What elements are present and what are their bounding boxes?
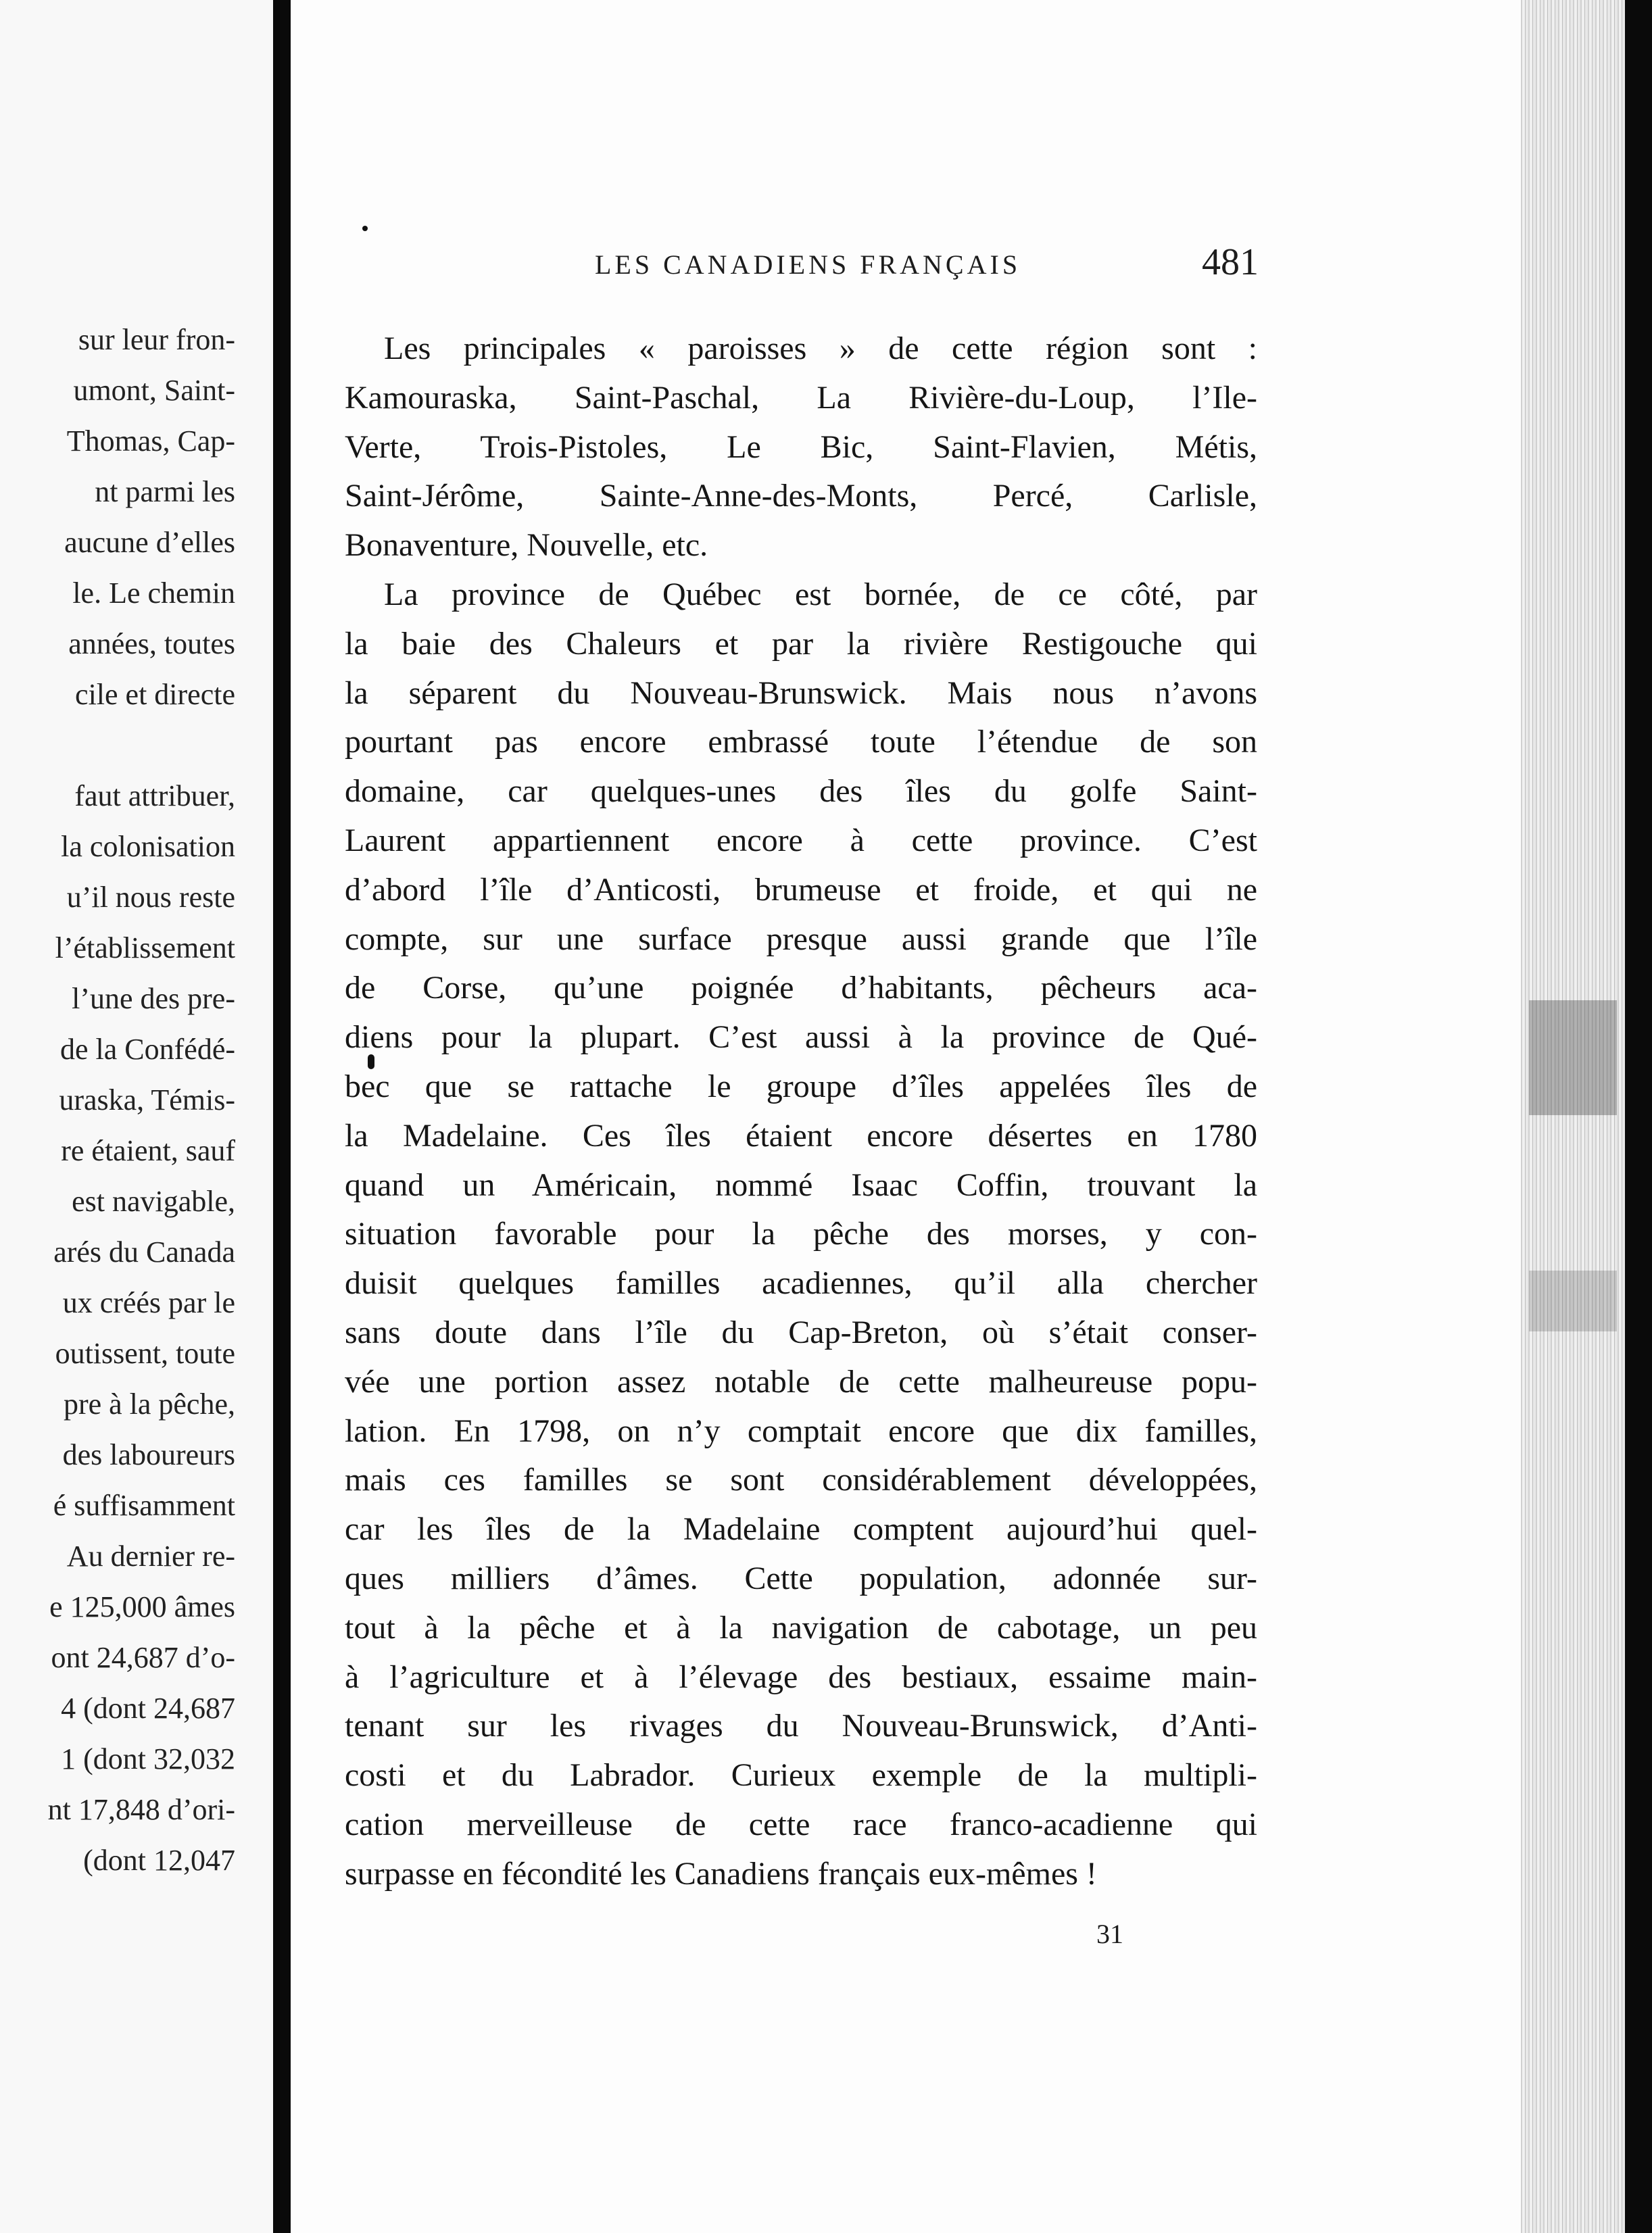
left-page-line: Thomas, Cap- xyxy=(66,424,235,458)
left-page-line: pre à la pêche, xyxy=(63,1388,235,1421)
edge-smudge xyxy=(1529,1271,1617,1331)
body-line: La province de Québec est bornée, de ce côté, par xyxy=(384,576,1257,612)
body-line: duisit quelques familles acadiennes, qu’il alla chercher xyxy=(345,1265,1257,1302)
left-page-line xyxy=(48,720,235,770)
left-page-line: la colonisation xyxy=(61,830,235,863)
body-line: bec que se rattache le groupe d’îles appelées îles de xyxy=(345,1068,1257,1104)
ink-dot xyxy=(362,226,368,231)
running-head: LES CANADIENS FRANÇAIS xyxy=(595,249,1021,280)
left-page-line: est navigable, xyxy=(72,1185,235,1218)
left-page-line: des laboureurs xyxy=(62,1438,235,1471)
body-line: vée une portion assez notable de cette malheureuse popu- xyxy=(345,1363,1257,1400)
body-line: ques milliers d’âmes. Cette population, adonnée sur- xyxy=(345,1560,1257,1596)
body-line: mais ces familles se sont considérablement développées, xyxy=(345,1462,1257,1498)
left-page-line: ux créés par le xyxy=(62,1286,235,1319)
body-text xyxy=(345,324,1257,1899)
left-page-line: l’une des pre- xyxy=(72,982,235,1015)
left-page-line: u’il nous reste xyxy=(66,881,235,914)
body-line: à l’agriculture et à l’élevage des bestiaux, essaime main- xyxy=(345,1659,1257,1695)
body-line: domaine, car quelques-unes des îles du golfe Saint- xyxy=(345,773,1257,810)
left-page-line: e 125,000 âmes xyxy=(49,1590,235,1623)
body-line: costi et du Labrador. Curieux exemple de la multipli- xyxy=(345,1757,1257,1794)
body-line: tout à la pêche et à la navigation de cabotage, un peu xyxy=(345,1609,1257,1646)
page-number: 481 xyxy=(1202,241,1259,283)
left-page-line: 4 (dont 24,687 xyxy=(61,1692,235,1725)
left-page-line: nt parmi les xyxy=(95,475,235,508)
body-line: compte, sur une surface presque aussi grande que l’île xyxy=(345,921,1257,957)
signature-mark: 31 xyxy=(1096,1919,1123,1949)
left-page-line: 1 (dont 32,032 xyxy=(61,1742,235,1775)
left-page-line: uraska, Témis- xyxy=(59,1083,235,1116)
body-line: surpasse en fécondité les Canadiens français eux-mêmes ! xyxy=(345,1855,1097,1892)
left-page-line: l’établissement xyxy=(55,931,235,964)
body-line: d’abord l’île d’Anticosti, brumeuse et froide, et qui ne xyxy=(345,871,1257,908)
left-page-line: sur leur fron- xyxy=(78,323,235,356)
body-line: pourtant pas encore embrassé toute l’étendue de son xyxy=(345,724,1257,760)
left-page-line: de la Confédé- xyxy=(60,1033,235,1066)
left-page-line: outissent, toute xyxy=(55,1337,235,1370)
left-page-line: nt 17,848 d’ori- xyxy=(47,1793,235,1826)
body-line: Les principales « paroisses » de cette région sont : xyxy=(384,330,1257,366)
body-line: situation favorable pour la pêche des morses, y con- xyxy=(345,1216,1257,1252)
body-line: tenant sur les rivages du Nouveau-Brunswick, d’Anti- xyxy=(345,1708,1257,1744)
left-page-line: le. Le chemin xyxy=(72,576,235,610)
left-page-line: aucune d’elles xyxy=(64,526,235,559)
body-line: quand un Américain, nommé Isaac Coffin, trouvant la xyxy=(345,1167,1257,1203)
book-gutter xyxy=(273,0,291,2233)
body-line: diens pour la plupart. C’est aussi à la province de Qué- xyxy=(345,1019,1257,1056)
left-page-line: faut attribuer, xyxy=(74,779,235,812)
left-page-line: années, toutes xyxy=(68,627,235,660)
left-page-line: (dont 12,047 xyxy=(83,1844,235,1877)
page-edges xyxy=(1521,0,1652,2233)
body-line: Bonaventure, Nouvelle, etc. xyxy=(345,527,708,564)
body-line: Laurent appartiennent encore à cette province. C’est xyxy=(345,822,1257,858)
body-line: Verte, Trois-Pistoles, Le Bic, Saint-Flavien, Métis, xyxy=(345,428,1257,465)
edge-smudge xyxy=(1529,1000,1617,1115)
left-page-fragment xyxy=(0,0,273,2233)
body-line: la séparent du Nouveau-Brunswick. Mais nous n’avons xyxy=(345,674,1257,711)
left-page-line: ont 24,687 d’o- xyxy=(51,1641,235,1674)
body-line: Saint-Jérôme, Sainte-Anne-des-Monts, Percé, Carlisle, xyxy=(345,478,1257,514)
left-page-line: re étaient, sauf xyxy=(61,1134,235,1167)
body-line: car les îles de la Madelaine comptent aujourd’hui quel- xyxy=(345,1511,1257,1548)
body-line: lation. En 1798, on n’y comptait encore que dix familles, xyxy=(345,1413,1257,1449)
body-line: Kamouraska, Saint-Paschal, La Rivière-du-Loup, l’Ile- xyxy=(345,379,1257,416)
body-line: cation merveilleuse de cette race franco-acadienne qui xyxy=(345,1806,1257,1842)
left-page-line: Au dernier re- xyxy=(66,1540,235,1573)
left-page-text xyxy=(48,314,235,1886)
body-line: sans doute dans l’île du Cap-Breton, où s’était conser- xyxy=(345,1314,1257,1350)
body-line: la baie des Chaleurs et par la rivière Restigouche qui xyxy=(345,625,1257,662)
left-page-line: cile et directe xyxy=(75,678,235,711)
left-page-line: é suffisamment xyxy=(53,1489,235,1522)
body-line: de Corse, qu’une poignée d’habitants, pêcheurs aca- xyxy=(345,970,1257,1006)
body-line: la Madelaine. Ces îles étaient encore désertes en 1780 xyxy=(345,1117,1257,1154)
left-page-line: arés du Canada xyxy=(53,1235,235,1269)
left-page-line: umont, Saint- xyxy=(73,374,235,407)
